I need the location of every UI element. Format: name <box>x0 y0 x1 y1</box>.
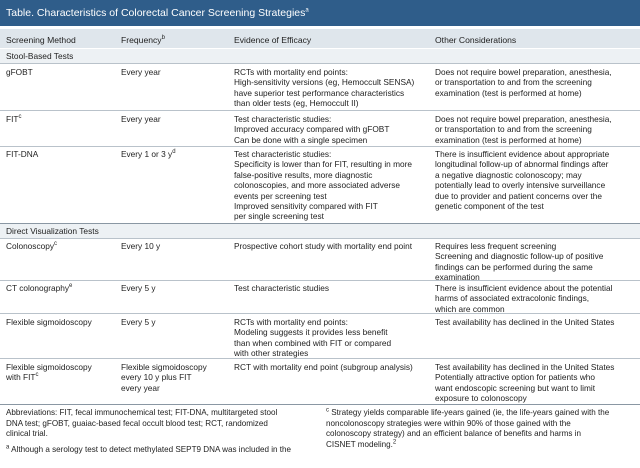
row-flexsigfit-evidence: RCT with mortality end point (subgroup analysis) <box>234 362 413 372</box>
row-fitdna-method: FIT-DNA <box>6 149 39 159</box>
row-fit-method: FIT$^c$ <box>6 114 22 124</box>
section-direct-visualization: Direct Visualization Tests <box>0 224 640 238</box>
divider <box>0 313 640 314</box>
row-colonoscopy-evidence: Prospective cohort study with mortality end point <box>234 241 413 251</box>
row-gfobt-method: gFOBT <box>6 67 33 77</box>
divider <box>0 404 640 405</box>
header-other: Other Considerations <box>435 35 517 45</box>
row-fit-other: Does not require bowel preparation, anesthesia, or transportation to and from the screening examination (test is performed at home) <box>435 114 612 145</box>
row-flexsigfit-frequency: Flexible sigmoidoscopy every 10 y plus FIT every year <box>121 362 207 393</box>
row-fitdna-frequency: Every 1 or 3 $y^d$ <box>121 149 176 159</box>
row-flexsig-evidence: RCTs with mortality end points: Modeling suggests it provides less benefit than when combined with FIT or compared with other strategies <box>234 317 392 359</box>
row-gfobt-other: Does not require bowel preparation, anesthesia, or transportation to and from the screening examination (test is performed at home) <box>435 67 612 98</box>
header-method: Screening Method <box>6 35 76 45</box>
divider <box>0 110 640 111</box>
row-fit-frequency: Every year <box>121 114 161 124</box>
footnote-abbreviations: Abbreviations: FIT, fecal immunochemical test; FIT-DNA, multitargeted stool DNA test; gFOBT, guaiac-based fecal occult blood test; RCT, randomized clinical trial. <box>6 408 278 439</box>
row-fitdna-other: There is insufficient evidence about appropriate longitudinal follow-up of abnormal findings after a negative diagnostic colonoscopy; may potentially lead to overly intensive surveillance due to provider and patient concerns over the genetic component of the test <box>435 149 610 212</box>
row-flexsig-method: Flexible sigmoidoscopy <box>6 317 92 327</box>
section-stool-based: Stool-Based Tests <box>0 49 640 63</box>
row-flexsigfit-other: Test availability has declined in the United States Potentially attractive option for patients who want endoscopic screening but want to limit exposure to colonoscopy <box>435 362 615 404</box>
row-colonoscopy-other: Requires less frequent screening Screening and diagnostic follow-up of positive findings can be performed during the same examination <box>435 241 604 283</box>
divider <box>0 280 640 281</box>
row-flexsig-frequency: Every 5 y <box>121 317 156 327</box>
divider <box>0 358 640 359</box>
row-gfobt-frequency: Every year <box>121 67 161 77</box>
footnote-a: $^a$ Although a serology test to detect methylated SEPT9 DNA was included in the <box>6 444 291 454</box>
row-ct-frequency: Every 5 y <box>121 283 156 293</box>
divider <box>0 63 640 64</box>
divider <box>0 146 640 147</box>
row-fitdna-evidence: Test characteristic studies: Specificity is lower than for FIT, resulting in more false-positive results, more diagnostic colonoscopies, and more associated adverse events per screening test Improved sensitivity compared with FIT per single screening test <box>234 149 412 222</box>
row-flexsig-other: Test availability has declined in the United States <box>435 317 615 327</box>
row-ct-method: CT colonography$^e$ <box>6 283 73 293</box>
table-title: Table. Characteristics of Colorectal Cancer Screening Strategies$^a$ <box>0 0 640 26</box>
row-fit-evidence: Test characteristic studies: Improved accuracy compared with gFOBT Can be done with a single specimen <box>234 114 390 145</box>
divider <box>0 238 640 239</box>
header-frequency: Frequency$^b$ <box>121 35 165 45</box>
row-flexsigfit-method: Flexible sigmoidoscopy with FIT$^c$ <box>6 362 92 383</box>
footnote-c: $^c$ Strategy yields comparable life-years gained (ie, the life-years gained with the noncolonoscopy strategies were within 90% of those gained with the colonoscopy strategy) and an efficient balance of benefits and harms in CISNET modeling.$^2$ <box>326 407 610 449</box>
header-evidence: Evidence of Efficacy <box>234 35 312 45</box>
row-gfobt-evidence: RCTs with mortality end points: High-sensitivity versions (eg, Hemoccult SENSA) have superior test performance characteristics than older tests (eg, Hemoccult II) <box>234 67 415 109</box>
header-row <box>0 29 640 48</box>
row-ct-evidence: Test characteristic studies <box>234 283 329 293</box>
row-colonoscopy-frequency: Every 10 y <box>121 241 161 251</box>
row-colonoscopy-method: Colonoscopy$^c$ <box>6 241 57 251</box>
row-ct-other: There is insufficient evidence about the potential harms of associated extracolonic findings, which are common <box>435 283 613 314</box>
